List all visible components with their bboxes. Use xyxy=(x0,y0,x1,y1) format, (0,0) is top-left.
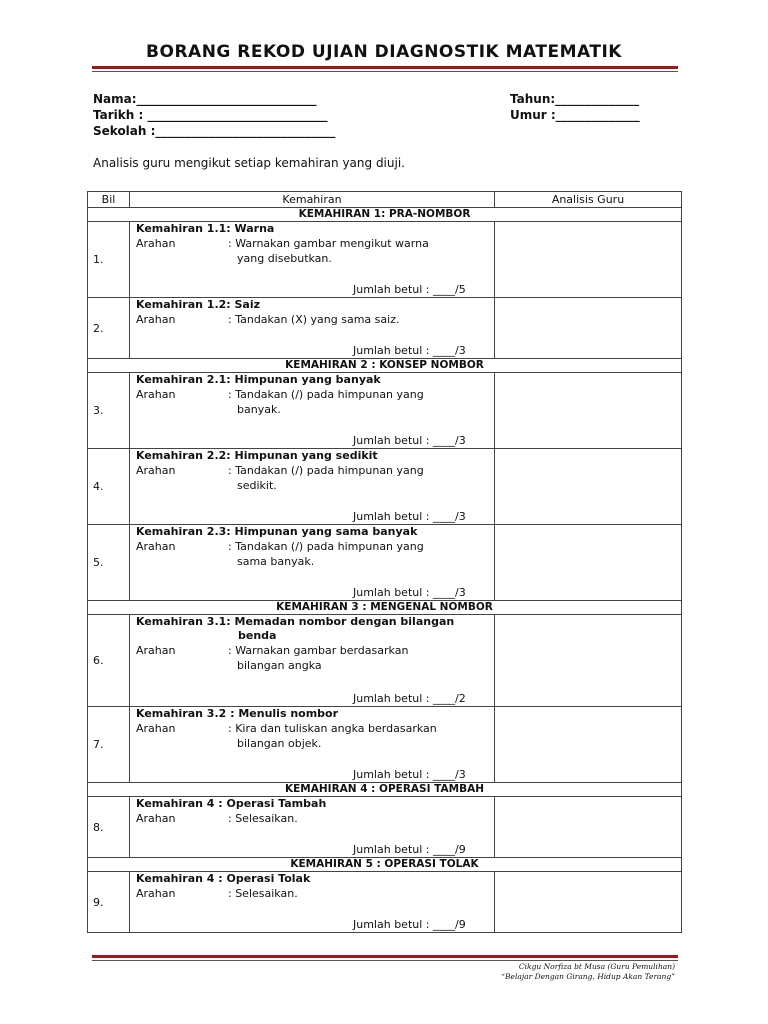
skill-title xyxy=(136,872,488,886)
row-number: 4. xyxy=(88,449,130,525)
skill-title xyxy=(136,615,488,643)
arahan-text: : Warnakan gambar mengikut warna xyxy=(228,237,429,250)
arahan-line xyxy=(136,387,488,417)
table-row xyxy=(88,373,682,449)
table-row xyxy=(88,449,682,525)
row-number: 6. xyxy=(88,615,130,707)
arahan-label: Arahan xyxy=(136,388,176,401)
sekolah-field[interactable]: Sekolah :______________________________ xyxy=(93,124,336,138)
table-row xyxy=(88,222,682,298)
arahan-text-cont: sama banyak. xyxy=(237,555,315,568)
arahan-label: Arahan xyxy=(136,540,176,553)
table-body xyxy=(88,208,682,933)
jumlah-betul[interactable]: Jumlah betul : ____/9 xyxy=(353,918,466,931)
skill-name: Kemahiran 2.2: Himpunan yang sedikit xyxy=(136,449,378,462)
skill-title xyxy=(136,298,488,312)
skill-cell xyxy=(130,525,495,601)
analisis-cell[interactable] xyxy=(495,373,682,449)
nama-field[interactable]: Nama:______________________________ xyxy=(93,92,317,106)
jumlah-betul[interactable]: Jumlah betul : ____/3 xyxy=(353,510,466,523)
intro-text: Analisis guru mengikut setiap kemahiran yang diuji. xyxy=(93,156,405,170)
analisis-cell[interactable] xyxy=(495,872,682,933)
arahan-label: Arahan xyxy=(136,464,176,477)
analisis-cell[interactable] xyxy=(495,298,682,359)
arahan-line xyxy=(136,463,488,493)
arahan-line xyxy=(136,811,488,826)
section-label: KEMAHIRAN 4 : OPERASI TAMBAH xyxy=(88,783,682,797)
jumlah-betul[interactable]: Jumlah betul : ____/3 xyxy=(353,768,466,781)
arahan-text-cont: bilangan objek. xyxy=(237,737,322,750)
table-row xyxy=(88,298,682,359)
skill-title xyxy=(136,797,488,811)
skill-name: Kemahiran 2.1: Himpunan yang banyak xyxy=(136,373,381,386)
skill-cell xyxy=(130,222,495,298)
jumlah-betul[interactable]: Jumlah betul : ____/3 xyxy=(353,344,466,357)
section-label: KEMAHIRAN 3 : MENGENAL NOMBOR xyxy=(88,601,682,615)
arahan-label: Arahan xyxy=(136,887,176,900)
arahan-line xyxy=(136,886,488,901)
arahan-text: : Tandakan (/) pada himpunan yang xyxy=(228,464,424,477)
skill-name: Kemahiran 2.3: Himpunan yang sama banyak xyxy=(136,525,418,538)
arahan-text-cont: yang disebutkan. xyxy=(237,252,332,265)
arahan-text: : Tandakan (X) yang sama saiz. xyxy=(228,313,400,326)
skill-name-cont: benda xyxy=(238,629,277,642)
arahan-label: Arahan xyxy=(136,812,176,825)
footer xyxy=(501,962,675,982)
page-title: BORANG REKOD UJIAN DIAGNOSTIK MATEMATIK xyxy=(146,42,622,62)
arahan-text: : Selesaikan. xyxy=(228,887,298,900)
umur-field[interactable]: Umur :______________ xyxy=(510,108,640,122)
arahan-label: Arahan xyxy=(136,722,176,735)
jumlah-betul[interactable]: Jumlah betul : ____/3 xyxy=(353,586,466,599)
analisis-cell[interactable] xyxy=(495,797,682,858)
row-number: 5. xyxy=(88,525,130,601)
student-fields-left xyxy=(93,91,335,139)
skill-cell xyxy=(130,797,495,858)
arahan-text-cont: sedikit. xyxy=(237,479,277,492)
footer-rule xyxy=(92,955,678,961)
analisis-cell[interactable] xyxy=(495,222,682,298)
header-bil: Bil xyxy=(88,192,130,208)
skill-name: Kemahiran 4 : Operasi Tolak xyxy=(136,872,311,885)
arahan-text: : Tandakan (/) pada himpunan yang xyxy=(228,388,424,401)
skill-name: Kemahiran 1.1: Warna xyxy=(136,222,275,235)
skill-title xyxy=(136,222,488,236)
jumlah-betul[interactable]: Jumlah betul : ____/9 xyxy=(353,843,466,856)
analisis-cell[interactable] xyxy=(495,525,682,601)
section-row xyxy=(88,208,682,222)
arahan-line xyxy=(136,312,488,327)
section-label: KEMAHIRAN 1: PRA-NOMBOR xyxy=(88,208,682,222)
arahan-label: Arahan xyxy=(136,237,176,250)
section-row xyxy=(88,858,682,872)
arahan-text: : Tandakan (/) pada himpunan yang xyxy=(228,540,424,553)
skill-cell xyxy=(130,449,495,525)
header-analisis: Analisis Guru xyxy=(495,192,682,208)
header-rule xyxy=(92,66,678,72)
jumlah-betul[interactable]: Jumlah betul : ____/3 xyxy=(353,434,466,447)
arahan-line xyxy=(136,236,488,266)
footer-motto: “Belajar Dengan Girang, Hidup Akan Terang” xyxy=(501,972,675,981)
skill-title xyxy=(136,373,488,387)
table-row xyxy=(88,707,682,783)
row-number: 9. xyxy=(88,872,130,933)
skill-cell xyxy=(130,298,495,359)
arahan-text: : Warnakan gambar berdasarkan xyxy=(228,644,409,657)
arahan-line xyxy=(136,539,488,569)
student-fields-right xyxy=(510,91,640,123)
skill-cell xyxy=(130,707,495,783)
skill-title xyxy=(136,707,488,721)
row-number: 2. xyxy=(88,298,130,359)
analisis-cell[interactable] xyxy=(495,707,682,783)
arahan-text: : Selesaikan. xyxy=(228,812,298,825)
jumlah-betul[interactable]: Jumlah betul : ____/5 xyxy=(353,283,466,296)
row-number: 3. xyxy=(88,373,130,449)
section-row xyxy=(88,601,682,615)
arahan-label: Arahan xyxy=(136,313,176,326)
arahan-line xyxy=(136,643,488,673)
footer-author: Cikgu Norfiza bt Musa (Guru Pemulihan) xyxy=(518,962,675,971)
skill-name: Kemahiran 3.1: Memadan nombor dengan bilangan xyxy=(136,615,455,628)
skill-name: Kemahiran 1.2: Saiz xyxy=(136,298,261,311)
tarikh-field[interactable]: Tarikh : ______________________________ xyxy=(93,108,328,122)
row-number: 1. xyxy=(88,222,130,298)
arahan-line xyxy=(136,721,488,751)
analisis-cell[interactable] xyxy=(495,615,682,707)
arahan-text-cont: bilangan angka xyxy=(237,659,322,672)
section-row xyxy=(88,783,682,797)
skill-cell xyxy=(130,373,495,449)
skill-name: Kemahiran 4 : Operasi Tambah xyxy=(136,797,327,810)
analisis-cell[interactable] xyxy=(495,449,682,525)
arahan-text-cont: banyak. xyxy=(237,403,281,416)
tahun-field[interactable]: Tahun:______________ xyxy=(510,92,640,106)
skills-table xyxy=(87,191,682,933)
skill-cell xyxy=(130,872,495,933)
section-label: KEMAHIRAN 5 : OPERASI TOLAK xyxy=(88,858,682,872)
arahan-label: Arahan xyxy=(136,644,176,657)
table-row xyxy=(88,797,682,858)
skill-name: Kemahiran 3.2 : Menulis nombor xyxy=(136,707,339,720)
table-row xyxy=(88,615,682,707)
row-number: 7. xyxy=(88,707,130,783)
arahan-text: : Kira dan tuliskan angka berdasarkan xyxy=(228,722,437,735)
table-header-row xyxy=(88,192,682,208)
skill-cell xyxy=(130,615,495,707)
skill-title xyxy=(136,525,488,539)
section-label: KEMAHIRAN 2 : KONSEP NOMBOR xyxy=(88,359,682,373)
table-row xyxy=(88,872,682,933)
skill-title xyxy=(136,449,488,463)
table-row xyxy=(88,525,682,601)
row-number: 8. xyxy=(88,797,130,858)
header-kemahiran: Kemahiran xyxy=(130,192,495,208)
section-row xyxy=(88,359,682,373)
jumlah-betul[interactable]: Jumlah betul : ____/2 xyxy=(353,692,466,705)
